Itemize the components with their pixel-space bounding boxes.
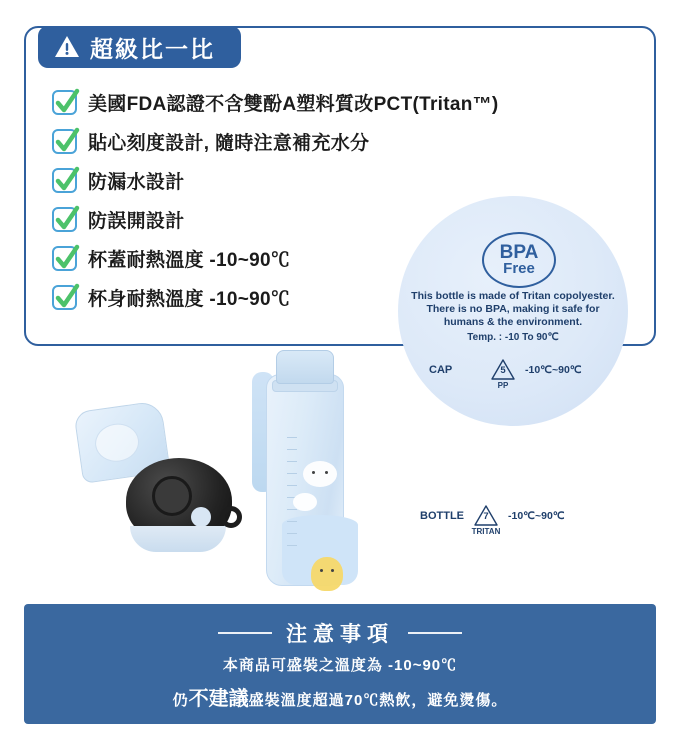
spec-label: BOTTLE: [420, 510, 464, 522]
notice-line-1: 本商品可盛裝之溫度為 -10~90℃: [222, 657, 458, 674]
feature-item: [52, 88, 499, 116]
bottle-cap: [276, 350, 334, 384]
feature-item: [52, 127, 482, 155]
bpa-badge-line1: BPA: [499, 241, 539, 263]
warning-triangle-icon: [54, 34, 80, 60]
feature-item: [52, 166, 482, 194]
feature-label: 美國FDA認證不含雙酚A塑料質改PCT(Tritan™): [88, 93, 499, 115]
bottle-body: [266, 374, 344, 586]
notice-line-2-emphasis: 不建議: [188, 688, 249, 710]
notice-header: [24, 618, 656, 648]
notice-title: 注意事項: [286, 623, 394, 646]
notice-banner: [24, 604, 656, 724]
check-icon: [52, 90, 77, 115]
card-header: [38, 26, 241, 68]
cap-strap-loop: [220, 506, 242, 528]
bpa-description: This bottle is made of Tritan copolyester. There is no BPA, making it safe for humans & the environment.: [411, 290, 615, 328]
material-label: PP: [497, 381, 509, 390]
divider-right: [408, 632, 462, 634]
feature-label: 防漏水設計: [88, 171, 185, 193]
check-icon: [52, 168, 77, 193]
cap-inner-ring: [93, 421, 142, 465]
bpa-badge-line2: Free: [503, 259, 535, 277]
divider-left: [218, 632, 272, 634]
bottle-character-bear: [303, 461, 337, 487]
notice-line-2: [24, 682, 656, 711]
notice-line-2-pre: 仍: [172, 692, 189, 709]
water-bottle-photo: [252, 342, 360, 590]
product-photo-area: [60, 330, 620, 590]
recycle-code: 5: [500, 365, 506, 376]
bottle-character-duck: [311, 557, 343, 591]
bpa-temp-range: Temp. : -10 To 90℃: [467, 332, 559, 343]
spec-temp: -10℃~90℃: [508, 510, 565, 522]
cap-base: [130, 526, 226, 552]
feature-item: [52, 205, 482, 233]
feature-label: 防誤開設計: [88, 210, 185, 232]
feature-label: 杯蓋耐熱溫度 -10~90℃: [88, 249, 291, 271]
notice-line-2-post: 盛裝溫度超過70℃熱飲，避免燙傷。: [248, 692, 508, 709]
recycle-code: 7: [483, 511, 489, 522]
bpa-free-badge: [482, 232, 556, 288]
cap-spout-hole: [191, 507, 211, 527]
material-label: TRITAN: [471, 527, 501, 536]
bottle-character-small: [293, 493, 317, 511]
spec-temp: -10℃~90℃: [525, 364, 582, 376]
check-icon: [52, 285, 77, 310]
check-icon: [52, 129, 77, 154]
card-title: 超級比一比: [90, 35, 215, 62]
cap-spout-ring: [152, 476, 192, 516]
feature-label: 貼心刻度設計, 隨時注意補充水分: [88, 132, 370, 154]
spec-label: CAP: [429, 364, 453, 376]
check-icon: [52, 246, 77, 271]
check-icon: [52, 207, 77, 232]
feature-label: 杯身耐熱溫度 -10~90℃: [88, 288, 291, 310]
